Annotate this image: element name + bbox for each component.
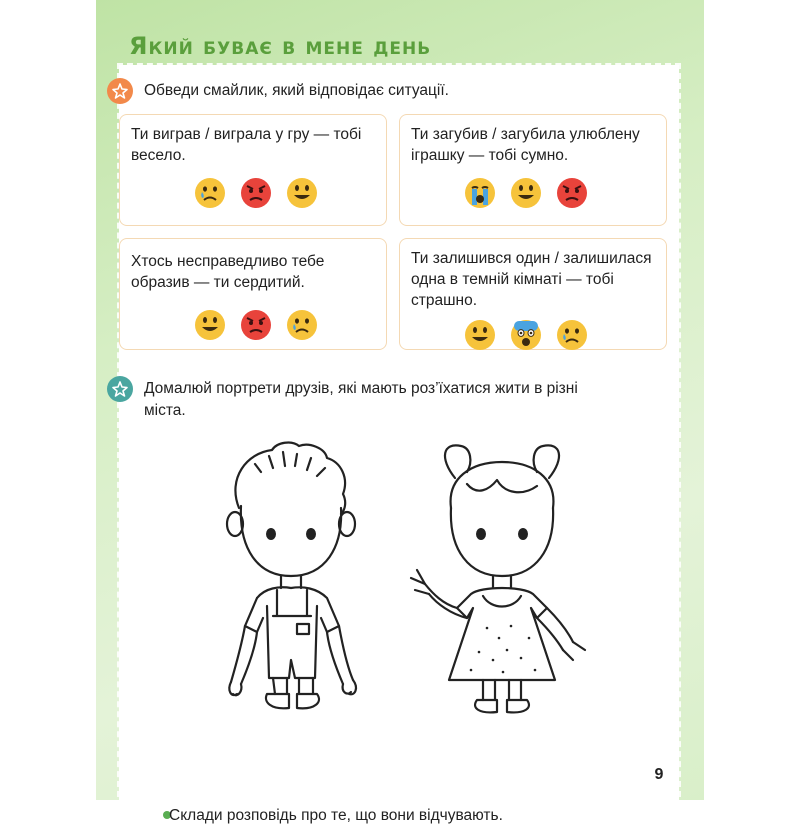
happy-face-icon[interactable] <box>194 309 226 341</box>
angry-face-icon[interactable] <box>556 177 588 209</box>
task2-instruction <box>144 378 674 422</box>
page-title: Який буває в мене день <box>129 32 432 60</box>
footer-instruction: Склади розповідь про те, що вони відчувають. <box>169 807 503 824</box>
emoji-row <box>194 177 318 209</box>
star-flower-icon <box>111 82 129 100</box>
content-sheet <box>119 65 679 824</box>
task1-badge <box>107 78 133 104</box>
crying-face-icon[interactable] <box>464 177 496 209</box>
scared-face-icon[interactable] <box>510 319 542 351</box>
emoji-row <box>464 319 588 351</box>
emoji-row <box>194 309 318 341</box>
task2-badge <box>107 376 133 402</box>
task1-instruction: Обведи смайлик, який відповідає ситуації. <box>144 82 449 99</box>
sad-face-icon[interactable] <box>556 319 588 351</box>
sad-face-icon[interactable] <box>194 177 226 209</box>
girl-drawing <box>407 438 597 718</box>
page-number: 9 <box>642 760 676 790</box>
sad-face-icon[interactable] <box>286 309 318 341</box>
card-text: Хтось несправедливо тебе образив — ти сердитий. <box>131 253 325 291</box>
task2-instruction-line2: міста. <box>144 402 186 419</box>
happy-face-icon[interactable] <box>286 177 318 209</box>
card-text: Ти загубив / загубила улюблену іграшку — тобі сумно. <box>411 126 640 164</box>
emoji-row <box>464 177 588 209</box>
happy-face-icon[interactable] <box>510 177 542 209</box>
situation-card <box>399 238 667 350</box>
situation-card <box>119 114 387 226</box>
angry-face-icon[interactable] <box>240 309 272 341</box>
boy-drawing <box>217 438 367 718</box>
workbook-page <box>96 0 704 824</box>
star-flower-icon <box>111 380 129 398</box>
happy-face-icon[interactable] <box>464 319 496 351</box>
task2-instruction-line1: Домалюй портрети друзів, які мають роз’їхатися жити в різні <box>144 380 578 397</box>
card-text: Ти виграв / виграла у гру — тобі весело. <box>131 126 362 164</box>
card-text: Ти залишився один / залишилася одна в темній кімнаті — тобі страшно. <box>411 250 652 309</box>
situation-card <box>119 238 387 350</box>
angry-face-icon[interactable] <box>240 177 272 209</box>
situation-card <box>399 114 667 226</box>
